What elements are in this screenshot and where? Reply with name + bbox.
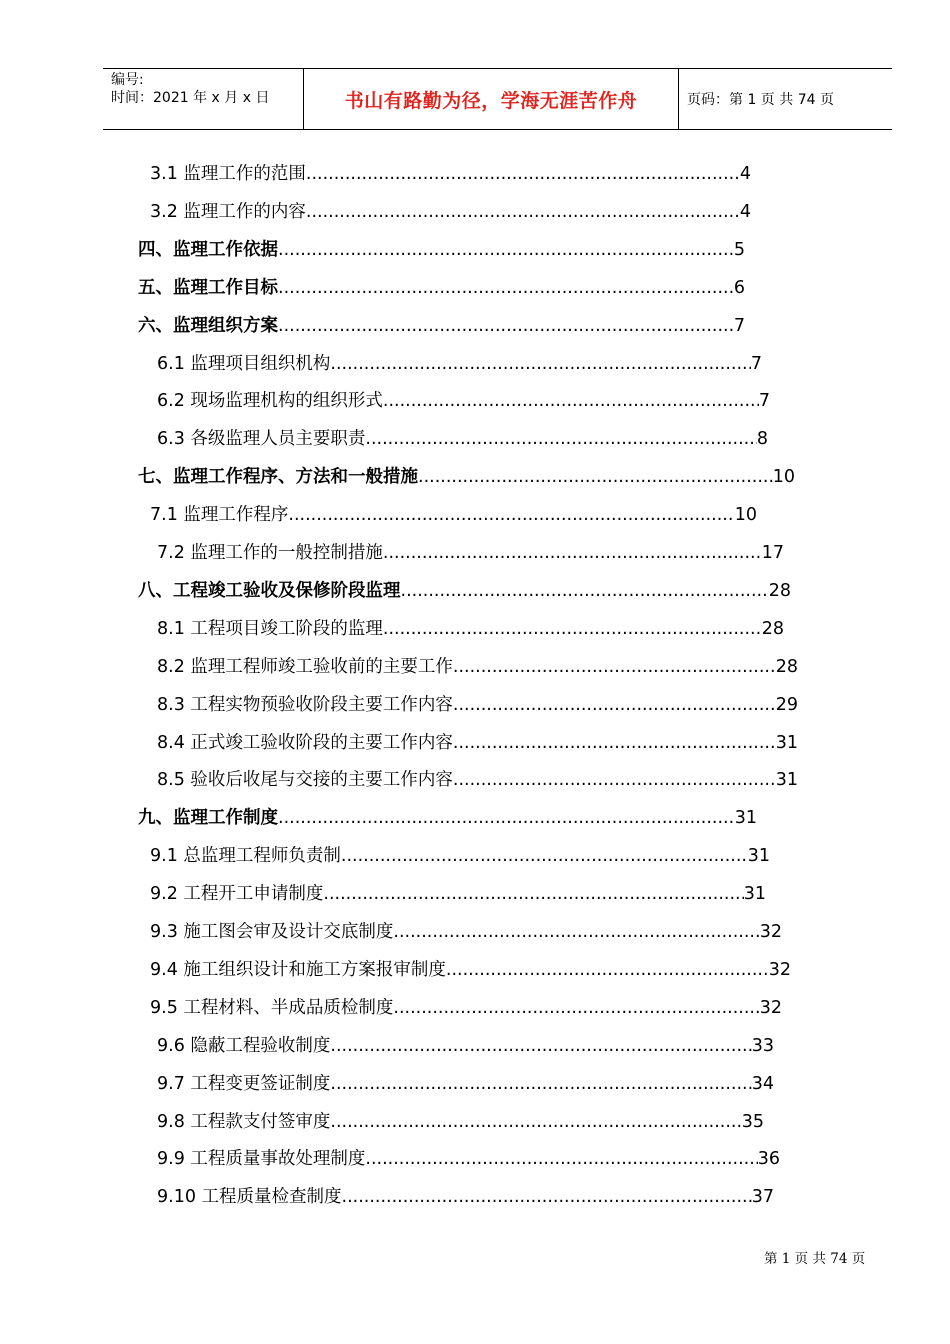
toc-entry-leader	[330, 1108, 741, 1136]
toc-entry-title: 8.4 正式竣工验收阶段的主要工作内容	[157, 732, 453, 753]
toc-entry[interactable]	[150, 842, 770, 870]
toc-entry-page: 33	[751, 1035, 774, 1056]
toc-entry-title: 8.3 工程实物预验收阶段主要工作内容	[157, 694, 453, 715]
toc-entry-page: 35	[741, 1111, 764, 1132]
toc-entry-title: 3.2 监理工作的内容	[150, 201, 306, 222]
header-page-cell	[679, 69, 892, 129]
toc-entry[interactable]	[138, 312, 745, 340]
toc-entry[interactable]	[157, 1032, 774, 1060]
toc-entry-leader	[393, 994, 759, 1022]
toc-entry-page: 29	[775, 694, 798, 715]
header-meta-cell	[103, 69, 303, 129]
toc-entry-leader	[393, 918, 759, 946]
toc-entry-title: 四、监理工作依据	[138, 239, 278, 260]
toc-entry-title: 9.4 施工组织设计和施工方案报审制度	[150, 959, 446, 980]
toc-entry-title: 9.7 工程变更签证制度	[157, 1073, 331, 1094]
toc-entry[interactable]	[150, 956, 791, 984]
header-slogan-cell	[303, 69, 679, 129]
toc-entry-leader	[323, 880, 743, 908]
toc-entry-page: 32	[759, 997, 782, 1018]
toc-entry-leader	[446, 956, 769, 984]
toc-entry[interactable]	[138, 463, 795, 491]
toc-entry-leader	[365, 425, 756, 453]
toc-entry-page: 31	[743, 884, 766, 905]
footer-page-info: 第 1 页 共 74 页	[764, 1251, 866, 1267]
toc-entry[interactable]	[138, 577, 791, 605]
toc-entry-leader	[330, 1070, 751, 1098]
toc-entry-page: 34	[751, 1073, 774, 1094]
toc-entry-title: 9.3 施工图会审及设计交底制度	[150, 922, 394, 942]
document-header	[103, 68, 892, 130]
toc-entry-title: 9.9 工程质量事故处理制度	[157, 1149, 366, 1170]
toc-entry-title: 6.1 监理项目组织机构	[157, 353, 331, 374]
toc-entry-leader	[453, 766, 776, 794]
header-slogan: 书山有路勤为径，学海无涯苦作舟	[344, 89, 638, 112]
toc-entry[interactable]	[150, 160, 751, 188]
toc-entry-page: 28	[775, 656, 798, 677]
toc-entry[interactable]	[157, 729, 798, 757]
toc-entry-title: 7.2 监理工作的一般控制措施	[157, 543, 383, 563]
toc-entry-leader	[341, 842, 748, 870]
toc-entry-leader	[418, 463, 773, 491]
toc-entry[interactable]	[157, 425, 768, 453]
toc-entry-page: 28	[768, 580, 791, 601]
toc-entry-leader	[278, 312, 734, 340]
toc-entry-page: 28	[761, 618, 784, 639]
toc-entry-title: 8.5 验收后收尾与交接的主要工作内容	[157, 770, 453, 791]
toc-entry-page: 17	[761, 543, 784, 563]
toc-entry-leader	[288, 501, 734, 529]
toc-entry[interactable]	[138, 236, 745, 264]
toc-entry-leader	[383, 615, 762, 643]
toc-entry-leader	[453, 653, 776, 681]
toc-entry-title: 8.2 监理工程师竣工验收前的主要工作	[157, 656, 453, 677]
toc-entry[interactable]	[157, 350, 762, 378]
toc-entry-page: 10	[772, 467, 795, 488]
toc-entry-title: 8.1 工程项目竣工阶段的监理	[157, 618, 383, 639]
toc-entry[interactable]	[157, 539, 784, 567]
toc-entry-leader	[401, 577, 769, 605]
toc-entry-leader	[453, 729, 776, 757]
toc-entry-page: 32	[768, 959, 791, 980]
toc-entry[interactable]	[150, 198, 751, 226]
document-number-label: 编号:	[111, 72, 144, 88]
toc-entry-leader	[365, 1145, 757, 1173]
toc-entry-page: 31	[734, 808, 757, 829]
toc-entry-title: 九、监理工作制度	[138, 808, 278, 829]
toc-entry[interactable]	[157, 387, 770, 415]
toc-entry-page: 7	[758, 391, 770, 412]
toc-entry[interactable]	[150, 501, 757, 529]
toc-entry-leader	[306, 160, 740, 188]
toc-entry-leader	[383, 539, 762, 567]
toc-entry-title: 6.3 各级监理人员主要职责	[157, 429, 366, 450]
toc-entry-page: 31	[775, 732, 798, 753]
toc-entry-leader	[330, 1032, 751, 1060]
toc-entry-page: 31	[747, 846, 770, 867]
toc-entry-leader	[278, 804, 735, 832]
toc-entry[interactable]	[157, 615, 784, 643]
toc-entry-page: 37	[751, 1187, 774, 1208]
toc-entry-title: 9.2 工程开工申请制度	[150, 884, 324, 905]
toc-entry[interactable]	[157, 766, 798, 794]
toc-entry-leader	[342, 1183, 752, 1211]
toc-entry-leader	[278, 274, 734, 302]
toc-entry-title: 9.1 总监理工程师负责制	[150, 846, 341, 867]
toc-entry-page: 7	[750, 353, 762, 374]
toc-entry-page: 32	[759, 922, 782, 942]
toc-entry[interactable]	[157, 1183, 774, 1211]
toc-entry[interactable]	[138, 274, 745, 302]
toc-entry-leader	[383, 387, 759, 415]
toc-entry-title: 八、工程竣工验收及保修阶段监理	[138, 580, 401, 601]
toc-entry-page: 4	[739, 164, 751, 184]
toc-entry-page: 31	[775, 770, 798, 791]
document-time-label: 时间：2021 年 x 月 x 日	[111, 90, 270, 106]
toc-entry-leader	[453, 691, 776, 719]
toc-entry[interactable]	[157, 1145, 780, 1173]
toc-entry[interactable]	[150, 880, 766, 908]
toc-entry[interactable]	[157, 1070, 774, 1098]
toc-entry-leader	[330, 350, 750, 378]
header-page-info: 页码：第 1 页 共 74 页	[687, 92, 834, 108]
toc-entry-title: 9.5 工程材料、半成品质检制度	[150, 997, 394, 1018]
toc-entry[interactable]	[157, 653, 798, 681]
toc-entry[interactable]	[157, 1108, 764, 1136]
toc-entry-page: 7	[733, 315, 745, 336]
toc-entry-title: 9.10 工程质量检查制度	[157, 1187, 342, 1208]
toc-entry[interactable]	[157, 691, 798, 719]
toc-entry-title: 六、监理组织方案	[138, 315, 278, 336]
toc-entry[interactable]	[138, 804, 757, 832]
toc-entry-page: 4	[739, 201, 751, 222]
toc-entry[interactable]	[150, 918, 782, 946]
toc-entry-title: 7.1 监理工作程序	[150, 505, 289, 526]
toc-entry[interactable]	[150, 994, 782, 1022]
toc-entry-page: 5	[733, 239, 745, 260]
toc-entry-title: 五、监理工作目标	[138, 277, 278, 298]
toc-entry-page: 8	[756, 429, 768, 450]
toc-entry-title: 9.6 隐蔽工程验收制度	[157, 1035, 331, 1056]
toc-entry-title: 3.1 监理工作的范围	[150, 164, 306, 184]
toc-entry-leader	[278, 236, 734, 264]
toc-entry-title: 6.2 现场监理机构的组织形式	[157, 391, 383, 412]
toc-entry-page: 6	[733, 277, 745, 298]
toc-entry-title: 七、监理工作程序、方法和一般措施	[138, 467, 418, 488]
toc-entry-title: 9.8 工程款支付签审度	[157, 1111, 331, 1132]
toc-entry-page: 36	[757, 1149, 780, 1170]
toc-entry-leader	[306, 198, 740, 226]
toc-entry-page: 10	[734, 505, 757, 526]
